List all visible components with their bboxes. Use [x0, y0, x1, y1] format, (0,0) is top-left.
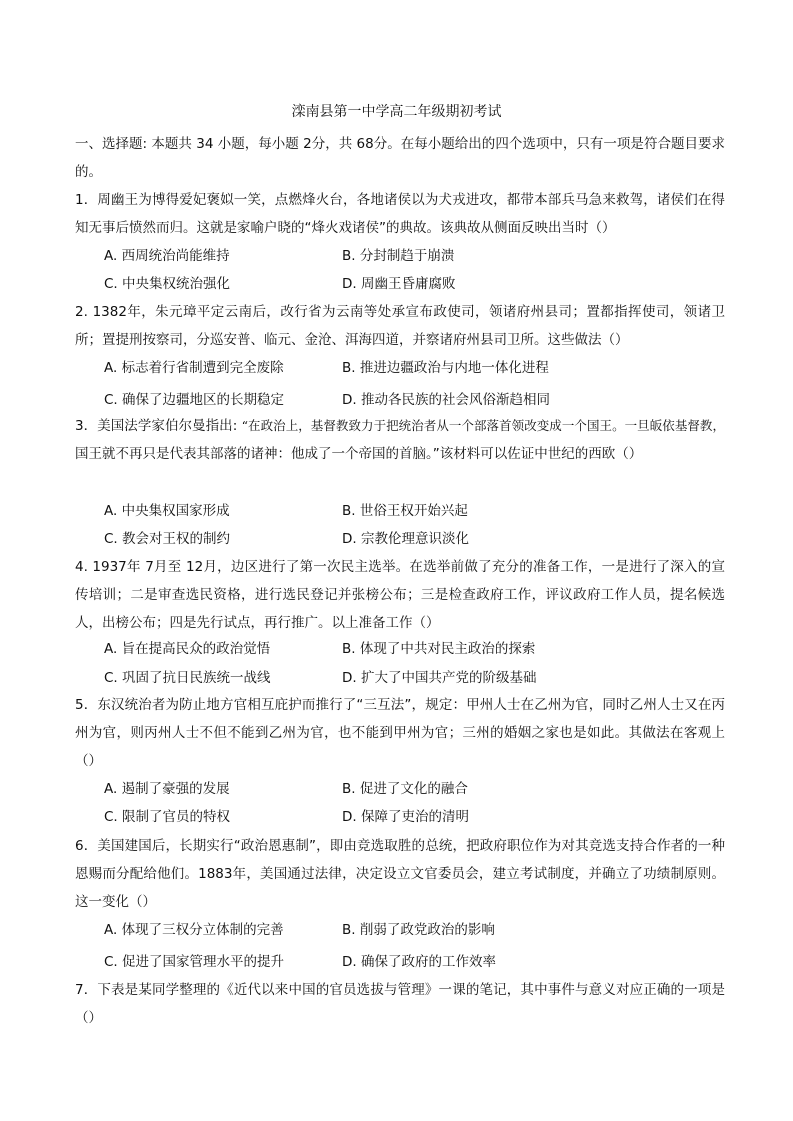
question-3-quote: “在政治上，基督教致力于把统治者从一个部落首领改变成一个国王。一旦皈依基督教，	[241, 418, 725, 433]
question-7-stem: 7．下表是某同学整理的《近代以来中国的官员选拔与管理》一课的笔记，其中事件与意义对应正确的一项是（）	[75, 982, 725, 1026]
option-d[interactable]: D. 保障了吏治的清明	[342, 809, 469, 825]
question-2-options-row-2	[104, 386, 724, 414]
question-3-options-row-2	[104, 525, 724, 553]
question-4-stem: 4. 1937年 7月至 12月，边区进行了第一次民主选举。在选举前做了充分的准备工作，一是进行了深入的宣传培训；二是审查选民资格，进行选民登记并张榜公布；三是检查政府工作，评议政府工作人员，提名候选人，出榜公布；四是先行试点，再行推广。以上准备工作（）	[75, 559, 725, 631]
option-b[interactable]: B. 世俗王权开始兴起	[342, 503, 468, 519]
option-c[interactable]: C. 限制了官员的特权	[104, 809, 231, 825]
option-d[interactable]: D. 扩大了中国共产党的阶级基础	[342, 670, 537, 686]
option-a[interactable]: A. 中央集权国家形成	[104, 503, 230, 519]
question-1-options-row-2	[104, 270, 724, 298]
question-2-options-row-1	[104, 354, 724, 382]
question-3-stem-rest: 国王就不再只是代表其部落的诸神：他成了一个帝国的首脑。”该材料可以佐证中世纪的西欧（）	[75, 446, 643, 462]
option-b[interactable]: B. 促进了文化的融合	[342, 781, 468, 797]
option-d[interactable]: D. 确保了政府的工作效率	[342, 954, 496, 970]
option-c[interactable]: C. 中央集权统治强化	[104, 276, 231, 292]
question-6-stem: 6．美国建国后，长期实行“政治恩惠制”，即由竞选取胜的总统，把政府职位作为对其竞选支持合作者的一种恩赐而分配给他们。1883年，美国通过法律，决定设立文官委员会，建立考试制度，并确立了功绩制原则。这一变化（）	[75, 838, 725, 910]
option-d[interactable]: D. 宗教伦理意识淡化	[342, 531, 469, 547]
option-a[interactable]: A. 标志着行省制遭到完全废除	[104, 360, 284, 376]
question-1-options-row-1	[104, 242, 724, 270]
option-c[interactable]: C. 促进了国家管理水平的提升	[104, 954, 285, 970]
question-3-stem	[75, 412, 725, 468]
option-b[interactable]: B. 分封制趋于崩溃	[342, 248, 455, 264]
question-5-options-row-2	[104, 803, 724, 831]
option-d[interactable]: D. 推动各民族的社会风俗渐趋相同	[342, 392, 550, 408]
option-c[interactable]: C. 巩固了抗日民族统一战线	[104, 670, 271, 686]
question-3-stem-intro: 3．美国法学家伯尔曼指出:	[75, 418, 242, 434]
question-2-stem: 2. 1382年，朱元璋平定云南后，改行省为云南等处承宣布政使司，领诸府州县司；置都指挥使司，领诸卫所；置提刑按察司，分巡安普、临元、金沧、洱海四道，并察诸府州县司卫所。这些做法（）	[75, 304, 725, 348]
option-b[interactable]: B. 体现了中共对民主政治的探索	[342, 641, 536, 657]
option-a[interactable]: A. 遏制了豪强的发展	[104, 781, 230, 797]
question-4-options-row-1	[104, 635, 724, 663]
question-1-stem: 1．周幽王为博得爱妃褒姒一笑，点燃烽火台，各地诸侯以为犬戎进攻，都带本部兵马急来救驾，诸侯们在得知无事后愤然而归。这就是家喻户晓的“烽火戏诸侯”的典故。该典故从侧面反映出当时（）	[75, 192, 725, 236]
option-a[interactable]: A. 体现了三权分立体制的完善	[104, 922, 284, 938]
question-3-options-row-1	[104, 497, 724, 525]
option-c[interactable]: C. 确保了边疆地区的长期稳定	[104, 392, 285, 408]
question-6-options-row-2	[104, 948, 724, 976]
option-a[interactable]: A. 西周统治尚能维持	[104, 248, 230, 264]
option-a[interactable]: A. 旨在提高民众的政治觉悟	[104, 641, 271, 657]
question-4-options-row-2	[104, 664, 724, 692]
option-b[interactable]: B. 推进边疆政治与内地一体化进程	[342, 360, 549, 376]
exam-title: 滦南县第一中学高二年级期初考试	[291, 104, 502, 120]
question-5-stem: 5．东汉统治者为防止地方官相互庇护而推行了“三互法”，规定：甲州人士在乙州为官，同时乙州人士又在丙州为官，则丙州人士不但不能到乙州为官，也不能到甲州为官；三州的婚姻之家也是如此。其做法在客观上（）	[75, 697, 725, 769]
question-6-options-row-1	[104, 916, 724, 944]
option-d[interactable]: D. 周幽王昏庸腐败	[342, 276, 456, 292]
question-5-options-row-1	[104, 775, 724, 803]
section-instructions: 一、选择题: 本题共 34 小题，每小题 2分，共 68分。在每小题给出的四个选项中，只有一项是符合题目要求的。	[75, 136, 725, 180]
option-b[interactable]: B. 削弱了政党政治的影响	[342, 922, 495, 938]
option-c[interactable]: C. 教会对王权的制约	[104, 531, 231, 547]
